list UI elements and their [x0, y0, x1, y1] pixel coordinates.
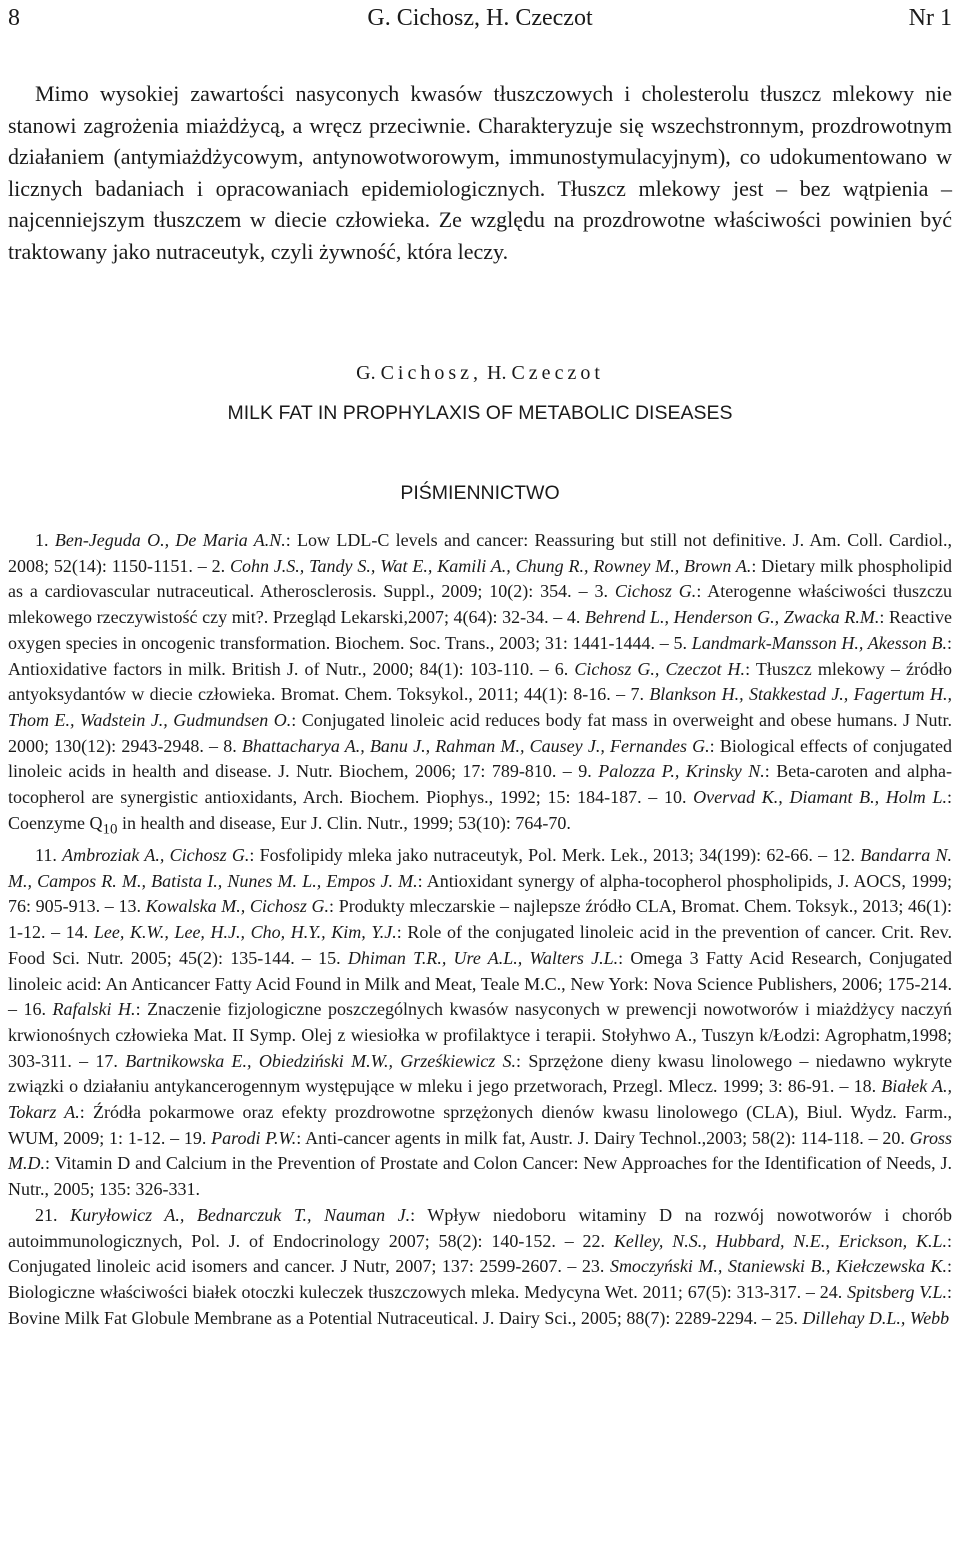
- reference-text: : Bovine Milk Fat Globule Membrane as a Potential Nutraceutical. J. Dairy Sci., 2005; 88(7): 2289-2294. – 25.: [8, 1281, 952, 1328]
- reference-authors: Cichosz G.: [614, 581, 697, 602]
- reference-text: : Omega 3 Fatty Acid Research, Conjugated linoleic acid: An Anticancer Fatty Acid Found in Milk and Meat, Teale M.C., New York: Nova Science Publishers, 2006; 175-214. – 16.: [8, 947, 952, 1020]
- reference-text: : Reactive oxygen species in oncogenic transformation. Biochem. Soc. Trans., 2003; 31: 1441-1444. – 5.: [8, 607, 952, 653]
- body-paragraph: Mimo wysokiej zawartości nasyconych kwasów tłuszczowych i cholesterolu tłuszcz mlekowy nie stanowi zagrożenia miażdżycą, a wręcz przeciwnie. Charakteryzuje się wszechstronnym, prozdrowotnym działaniem (antymiażdżycowym, antynowotworowym, immunostymulacyjnym), co udokumentowano w licznych badaniach i opracowaniach epidemiologicznych. Tłuszcz mlekowy jest – bez wątpienia – najcenniejszym tłuszczem w diecie człowieka. Ze względu na prozdrowotne właściwości powinien być traktowany jako nutraceutyk, czyli żywność, która leczy.: [8, 81, 952, 264]
- reference-text: : Źródła pokarmowe oraz efekty prozdrowotne sprzężonych dienów kwasu linolowego (CLA), Biul. Wydz. Farm., WUM, 2009; 1: 1-12. – 19.: [8, 1102, 953, 1148]
- reference-authors: Blankson H., Stakkestad J., Fagertum H., Thom E., Wadstein J., Gudmundsen O.: [8, 684, 952, 730]
- reference-authors: Behrend L., Henderson G., Zwacka R.M.: [585, 607, 880, 628]
- subscript: 10: [102, 821, 118, 838]
- reference-authors: Bartnikowska E., Obiedziński M.W., Grześkiewicz S.: [125, 1050, 517, 1071]
- reference-authors: Lee, K.W., Lee, H.J., Cho, H.Y., Kim, Y.J.: [93, 922, 397, 943]
- reference-authors: Smoczyński M., Staniewski B., Kiełczewska K.: [609, 1256, 947, 1277]
- reference-text: : Conjugated linoleic acid reduces body fat mass in overweight and obese humans. J Nutr. 2000; 130(12): 2943-2948. – 8.: [8, 709, 952, 756]
- reference-text: : Antioxidative factors in milk. British J. of Nutr., 2000; 84(1): 103-110. – 6.: [8, 632, 952, 679]
- reference-text: : Coenzyme Q: [8, 787, 952, 833]
- author2-surname: Czeczot: [511, 362, 604, 384]
- reference-authors: Palozza P., Krinsky N.: [598, 761, 765, 782]
- running-header-authors: G. Cichosz, H. Czeczot: [367, 5, 593, 31]
- reference-authors: Ambroziak A., Cichosz G.: [62, 845, 250, 866]
- reference-authors: Kelley, N.S., Hubbard, N.E., Erickson, K.L.: [613, 1230, 947, 1251]
- reference-authors: Bhattacharya A., Banu J., Rahman M., Causey J., Fernandes G.: [241, 735, 710, 756]
- reference-authors: Ben-Jeguda O., De Maria A.N.: [54, 530, 286, 550]
- references-heading: PIŚMIENNICTWO: [400, 482, 560, 504]
- reference-authors: Gross M.D.: [8, 1127, 953, 1174]
- reference-text: : Conjugated linoleic acid isomers and cancer. J Nutr, 2007; 137: 2599-2607. – 23.: [8, 1230, 952, 1277]
- references-paragraph-2: [8, 843, 952, 1203]
- reference-authors: Białek A., Tokarz A.: [8, 1076, 952, 1123]
- reference-text: : Beta-caroten and alpha-tocopherol are synergistic antioxidants, Arch. Biochem. Piophys., 1992; 15: 184-187. – 10.: [8, 761, 953, 808]
- author2-initial: H.: [487, 362, 507, 384]
- reference-text: 1.: [35, 530, 55, 550]
- reference-authors: Kuryłowicz A., Bednarczuk T., Nauman J.: [70, 1204, 411, 1225]
- reference-text: : Biological effects of conjugated linoleic acids in health and disease. J. Nutr. Biochem, 2006; 17: 789-810. – 9.: [8, 735, 953, 782]
- reference-authors: Dhiman T.R., Ure A.L., Walters J.L.: [347, 947, 619, 968]
- reference-authors: Parodi P.W.: [211, 1127, 297, 1148]
- author1-initial: G.: [356, 362, 376, 384]
- reference-authors: Dillehay D.L., Webb: [802, 1307, 950, 1328]
- reference-text: : Dietary milk phospholipid as a cardiovascular nutraceutical. Atherosclerosis. Suppl., 2009; 10(2): 354. – 3.: [8, 555, 952, 602]
- references-list: [8, 528, 952, 1331]
- reference-text: : Aterogenne właściwości tłuszczu mlekowego rzeczywistość czy mit?. Przegląd Lekarski,2007; 4(64): 32-34. – 4.: [8, 581, 952, 628]
- english-summary-title: MILK FAT IN PROPHYLAXIS OF METABOLIC DISEASES: [227, 402, 733, 424]
- reference-text: : Wpływ niedoboru witaminy D na rozwój nowotworów i chorób autoimmunologicznych, Pol. J. of Endocrinology 2007; 58(2): 140-152. – 22.: [8, 1204, 952, 1251]
- reference-text: : Antioxidant synergy of alpha-tocopherol phospholipids, J. AOCS, 1999; 76: 905-913. – 13.: [8, 870, 952, 917]
- reference-text: : Vitamin D and Calcium in the Prevention of Prostate and Colon Cancer: New Approaches for the Identification of Needs, J. Nutr., 2005; 135: 326-331.: [8, 1153, 952, 1200]
- page: [8, 0, 952, 1542]
- reference-text: : Role of the conjugated linoleic acid in the prevention of cancer. Crit. Rev. Food Sci. Nutr. 2005; 45(2): 135-144. – 15.: [8, 922, 952, 968]
- reference-text: 11.: [35, 845, 63, 866]
- reference-authors: Cohn J.S., Tandy S., Wat E., Kamili A., Chung R., Rowney M., Brown A.: [229, 555, 752, 576]
- reference-authors: Bandarra N. M., Campos R. M., Batista I., Nunes M. L., Empos J. M.: [8, 845, 952, 891]
- page-number: 8: [8, 5, 20, 31]
- reference-text: : Low LDL-C levels and cancer: Reassuring but still not definitive. J. Am. Coll. Cardiol., 2008; 52(14): 1150-1151. – 2.: [8, 530, 953, 576]
- issue-number: Nr 1: [908, 5, 952, 31]
- reference-authors: Overvad K., Diamant B., Holm L.: [693, 787, 947, 808]
- reference-text: 21.: [35, 1204, 71, 1225]
- reference-text: : Tłuszcz mlekowy – źródło antyoksydantów w diecie człowieka. Bromat. Chem. Toksykol., 2011; 44(1): 8-16. – 7.: [8, 658, 952, 705]
- reference-authors: Kowalska M., Cichosz G.: [145, 896, 330, 917]
- reference-text: : Biologiczne właściwości białek otoczki kuleczek tłuszczowych mleka. Medycyna Wet. 2011; 67(5): 313-317. – 24.: [8, 1256, 952, 1302]
- english-summary-authors: [8, 358, 952, 388]
- reference-text: : Sprzężone dieny kwasu linolowego – niedawno wykryte związki o działaniu antykancerogennym występujące w mleku i jego przetworach, Przegl. Mlecz. 1999; 3: 86-91. – 18.: [8, 1050, 953, 1097]
- author1-surname: Cichosz,: [380, 362, 483, 384]
- reference-text: : Fosfolipidy mleka jako nutraceutyk, Pol. Merk. Lek., 2013; 34(199): 62-66. – 12.: [249, 845, 861, 866]
- running-header: [8, 0, 952, 36]
- reference-authors: Landmark-Mansson H., Akesson B.: [691, 632, 947, 653]
- reference-authors: Cichosz G., Czeczot H.: [574, 658, 746, 679]
- reference-authors: Rafalski H.: [52, 999, 136, 1020]
- reference-text: : Anti-cancer agents in milk fat, Austr. J. Dairy Technol.,2003; 58(2): 114-118. – 20.: [296, 1127, 910, 1148]
- references-paragraph-3: [8, 1203, 952, 1332]
- references-paragraph-1: [8, 528, 952, 843]
- reference-text: : Znaczenie fizjologiczne poszczególnych kwasów nasyconych w prewencji nowotworów i miażdżycy naczyń krwionośnych człowieka Mat. II Symp. Olej z wiesiołka w profilaktyce i terapii. Stołyhwo A., Tuszyn k/Łodzi: Agrophatm,1998; 303-311. – 17.: [8, 999, 952, 1071]
- reference-text: : Produkty mleczarskie – najlepsze źródło CLA, Bromat. Chem. Toksyk., 2013; 46(1): 1-12. – 14.: [8, 896, 952, 943]
- reference-text: in health and disease, Eur J. Clin. Nutr., 1999; 53(10): 764-70.: [117, 812, 571, 833]
- reference-authors: Spitsberg V.L.: [847, 1281, 947, 1302]
